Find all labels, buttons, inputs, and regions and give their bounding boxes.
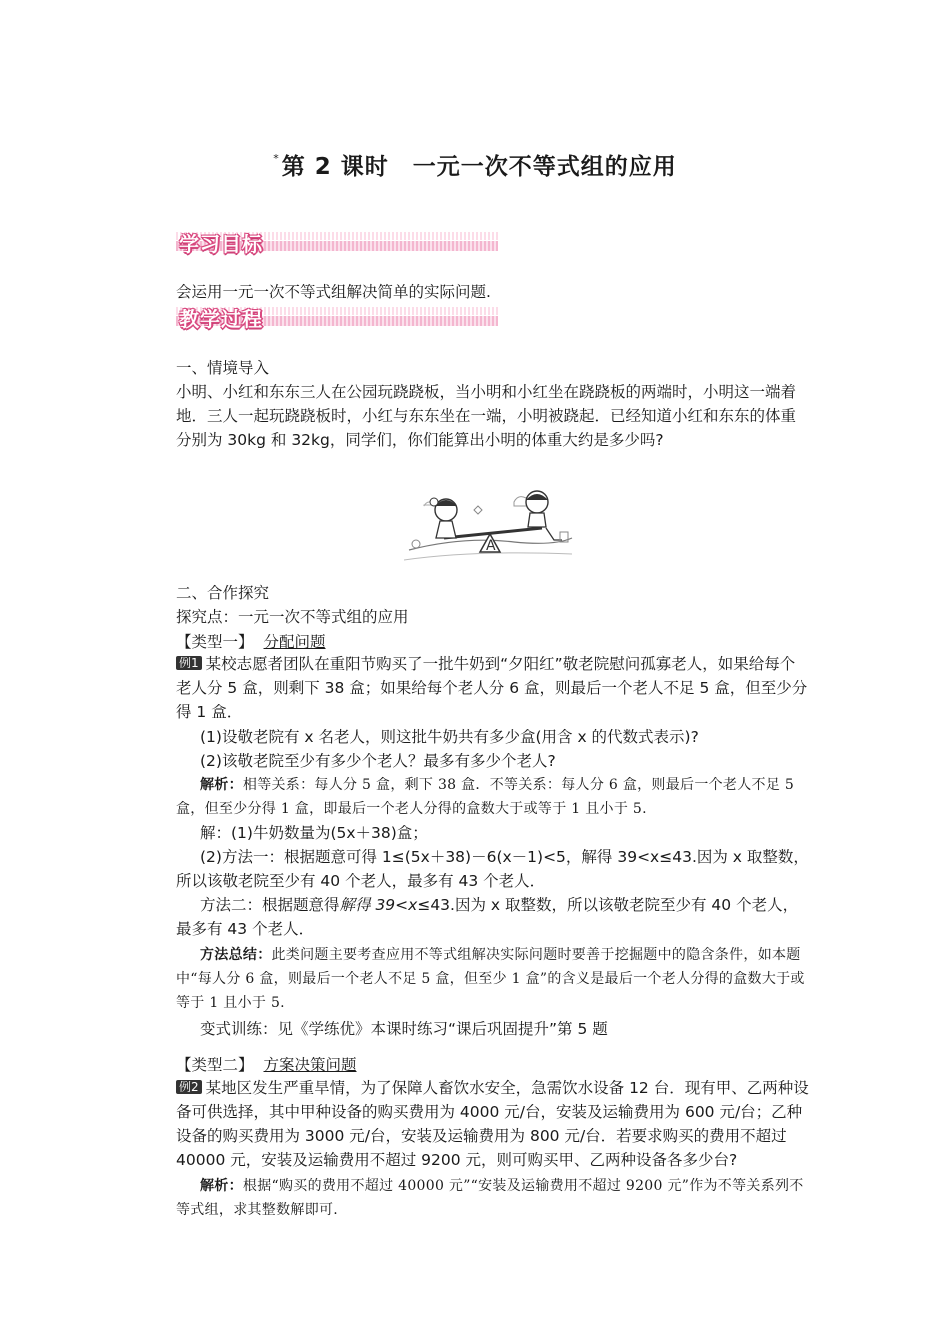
type2-bracket: 【类型二】 <box>176 1056 254 1074</box>
type2-heading <box>176 1053 810 1077</box>
example1-summary-label: 方法总结： <box>200 947 272 963</box>
example1 <box>176 652 810 1041</box>
scenario-text: 小明、小红和东东三人在公园玩跷跷板，当小明和小红坐在跷跷板的两端时，小明这一端着地．三人一起玩跷跷板时，小红与东东坐在一端，小明被跷起．已经知道小红和东东的体重分别为 30kg 和 32kg，同学们，你们能算出小明的体重大约是多少吗? <box>176 383 797 449</box>
process-banner <box>176 303 498 329</box>
process-banner-label: 教学过程 <box>179 307 263 331</box>
type1-bracket: 【类型一】 <box>176 633 254 651</box>
example2-tag: 例2 <box>176 1080 202 1094</box>
example1-q2: (2)该敬老院至少有多少个老人？最多有多少个老人? <box>200 752 556 770</box>
example1-analysis: 相等关系：每人分 5 盒，剩下 38 盒．不等关系：每人分 6 盒，则最后一个老人不足 5 盒，但至少分得 1 盒，即最后一个老人分得的盒数大于或等于 1 且小于 5. <box>176 777 795 817</box>
objectives-banner-label: 学习目标 <box>179 232 263 256</box>
title-lesson: 第 2 课时 <box>281 154 389 180</box>
svg-text:A: A <box>486 538 496 554</box>
example2 <box>176 1076 810 1222</box>
example1-tag: 例1 <box>176 656 202 670</box>
type1-heading <box>176 630 810 654</box>
example1-analysis-label: 解析： <box>200 777 243 793</box>
example1-stem: 某校志愿者团队在重阳节购买了一批牛奶到“夕阳红”敬老院慰问孤寡老人，如果给每个老人分 5 盒，则剩下 38 盒；如果给每个老人分 6 盒，则最后一个老人不足 5 盒，但至少分得 1 盒． <box>176 655 808 721</box>
type2-name: 方案决策问题 <box>263 1056 357 1074</box>
section2-heading: 二、合作探究 <box>176 584 270 602</box>
inquiry-point: 探究点：一元一次不等式组的应用 <box>176 608 409 626</box>
section1-paragraph <box>176 380 810 452</box>
example1-solution2: (2)方法一：根据题意可得 1≤(5x＋38)－6(x－1)<5，解得 39<x≤43.因为 x 取整数，所以该敬老院至少有 40 个老人，最多有 43 个老人． <box>176 848 809 890</box>
objective-text: 会运用一元一次不等式组解决简单的实际问题. <box>176 283 491 301</box>
example2-analysis: 根据“购买的费用不超过 40000 元”“安装及运输费用不超过 9200 元”作为不等关系列不等式组，求其整数解即可. <box>176 1178 804 1218</box>
example1-solution3-italic: 解得 39<x <box>339 896 418 914</box>
objectives-banner <box>176 228 498 254</box>
example1-variant: 变式训练：见《学练优》本课时练习“课后巩固提升”第 5 题 <box>200 1020 608 1038</box>
example1-summary: 此类问题主要考查应用不等式组解决实际问题时要善于挖掘题中的隐含条件，如本题中“每人分 6 盒，则最后一个老人不足 5 盒，但至少 1 盒”的含义是最后一个老人分得的盒数大于或等于 1 且小于 5. <box>176 947 805 1011</box>
example1-q1: (1)设敬老院有 x 名老人，则这批牛奶共有多少盒(用含 x 的代数式表示)? <box>200 728 699 746</box>
title-topic: 一元一次不等式组的应用 <box>412 154 677 180</box>
example1-solution3-b: ≤43.因为 x 取整数，所以该敬老院至少有 40 个老人，最多有 43 个老人． <box>176 896 799 938</box>
seesaw-illustration <box>404 480 574 568</box>
type1-name: 分配问题 <box>263 633 326 651</box>
example2-analysis-label: 解析： <box>200 1178 243 1194</box>
title-star: * <box>273 152 280 165</box>
page-title <box>0 148 950 181</box>
example2-stem: 某地区发生严重旱情，为了保障人畜饮水安全，急需饮水设备 12 台．现有甲、乙两种设备可供选择，其中甲种设备的购买费用为 4000 元/台，安装及运输费用为 600 元/台；乙种设备的购买费用为 3000 元/台，安装及运输费用为 800 元/台．若要求购买的费用不超过 40000 元，安装及运输费用不超过 9200 元，则可购买甲、乙两种设备各多少台? <box>176 1079 809 1169</box>
example1-solution1: 解：(1)牛奶数量为(5x＋38)盒； <box>200 824 428 842</box>
example1-solution3-a: 方法二：根据题意得 <box>200 896 340 914</box>
section1-heading: 一、情境导入 <box>176 359 270 377</box>
